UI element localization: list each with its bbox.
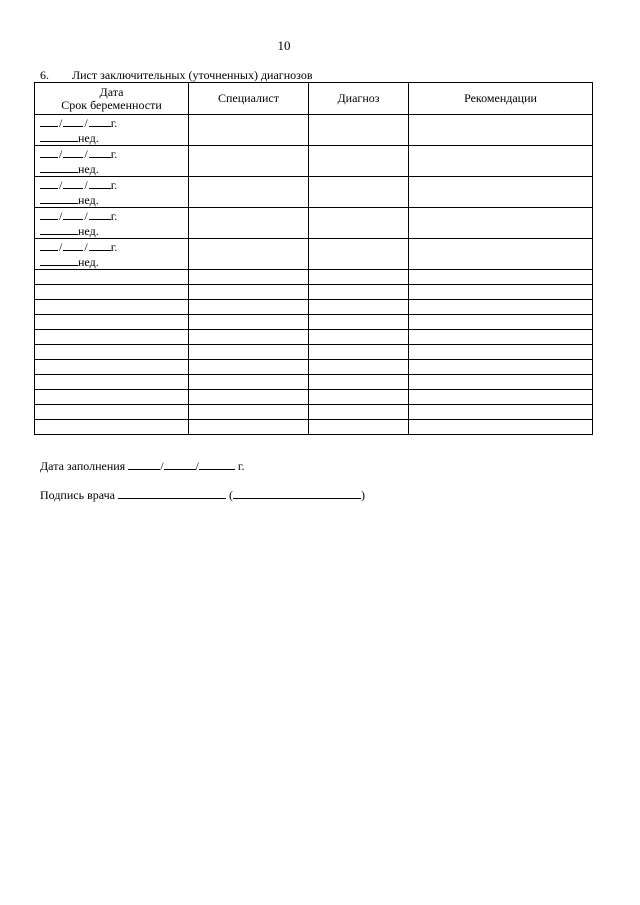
diagnosis-cell[interactable]: [309, 285, 409, 300]
recommendations-cell[interactable]: [409, 330, 593, 345]
signature-name-field[interactable]: [233, 486, 361, 499]
year-field[interactable]: [89, 239, 111, 251]
date-term-cell[interactable]: [35, 390, 189, 405]
date-line: [40, 239, 188, 254]
table-row: [35, 300, 593, 315]
year-field[interactable]: [89, 208, 111, 220]
date-term-cell[interactable]: [35, 315, 189, 330]
date-term-cell[interactable]: [35, 360, 189, 375]
table-row: [35, 208, 593, 239]
page-number: 10: [277, 38, 291, 53]
fill-date-sep-1: /: [160, 459, 164, 473]
date-term-cell[interactable]: [35, 345, 189, 360]
term-line: [40, 254, 188, 268]
table-row: [35, 146, 593, 177]
date-term-cell[interactable]: [35, 270, 189, 285]
specialist-cell[interactable]: [189, 330, 309, 345]
date-term-cell[interactable]: [35, 177, 189, 208]
diagnosis-cell[interactable]: [309, 330, 409, 345]
date-line: [40, 177, 188, 192]
month-field[interactable]: [63, 177, 83, 189]
header-term-label: Срок беременности: [61, 97, 162, 112]
recommendations-cell[interactable]: [409, 315, 593, 330]
date-separator: /: [84, 240, 88, 254]
section-number: 6.: [40, 68, 49, 82]
term-line: [40, 192, 188, 206]
term-line: [40, 161, 188, 175]
specialist-cell[interactable]: [189, 375, 309, 390]
year-field[interactable]: [89, 115, 111, 127]
diagnosis-cell[interactable]: [309, 420, 409, 435]
year-field[interactable]: [89, 146, 111, 158]
section-title-text: Лист заключительных (уточненных) диагнозов: [72, 68, 313, 82]
table-header-row: [35, 83, 593, 115]
fill-date-label: Дата заполнения: [40, 459, 126, 473]
day-field[interactable]: [40, 177, 58, 189]
weeks-suffix: нед.: [78, 255, 99, 269]
weeks-field[interactable]: [40, 192, 78, 204]
header-specialist: Специалист: [189, 83, 309, 115]
diagnosis-cell[interactable]: [309, 405, 409, 420]
month-field[interactable]: [63, 146, 83, 158]
date-separator: /: [84, 178, 88, 192]
specialist-cell[interactable]: [189, 270, 309, 285]
date-term-cell[interactable]: [35, 330, 189, 345]
specialist-cell[interactable]: [189, 405, 309, 420]
date-separator: /: [59, 209, 63, 223]
date-term-cell[interactable]: [35, 405, 189, 420]
recommendations-cell[interactable]: [409, 345, 593, 360]
recommendations-cell[interactable]: [409, 420, 593, 435]
specialist-cell[interactable]: [189, 360, 309, 375]
year-suffix: г.: [110, 240, 118, 254]
year-field[interactable]: [89, 177, 111, 189]
doctor-signature: [40, 486, 365, 503]
date-term-cell[interactable]: [35, 115, 189, 146]
table-row: [35, 270, 593, 285]
day-field[interactable]: [40, 239, 58, 251]
fill-date-year-field[interactable]: [199, 457, 235, 470]
date-term-cell[interactable]: [35, 375, 189, 390]
weeks-suffix: нед.: [78, 224, 99, 238]
diagnosis-cell[interactable]: [309, 270, 409, 285]
recommendations-cell[interactable]: [409, 300, 593, 315]
header-recommendations: Рекомендации: [409, 83, 593, 115]
section-title: [40, 68, 313, 83]
fill-date-suffix: г.: [237, 459, 245, 473]
day-field[interactable]: [40, 208, 58, 220]
signature-open-paren: (: [228, 488, 233, 502]
table-row: [35, 115, 593, 146]
recommendations-cell[interactable]: [409, 360, 593, 375]
specialist-cell[interactable]: [189, 177, 309, 208]
year-suffix: г.: [110, 209, 118, 223]
term-line: [40, 130, 188, 144]
diagnosis-cell[interactable]: [309, 345, 409, 360]
year-suffix: г.: [110, 116, 118, 130]
signature-field[interactable]: [118, 486, 226, 499]
date-line: [40, 208, 188, 223]
year-suffix: г.: [110, 178, 118, 192]
date-separator: /: [59, 240, 63, 254]
date-line: [40, 146, 188, 161]
table-row: [35, 360, 593, 375]
month-field[interactable]: [63, 208, 83, 220]
recommendations-cell[interactable]: [409, 270, 593, 285]
specialist-cell[interactable]: [189, 300, 309, 315]
diagnosis-cell[interactable]: [309, 390, 409, 405]
table-row: [35, 239, 593, 270]
day-field[interactable]: [40, 115, 58, 127]
term-line: [40, 223, 188, 237]
date-separator: /: [59, 116, 63, 130]
recommendations-cell[interactable]: [409, 177, 593, 208]
date-term-cell[interactable]: [35, 420, 189, 435]
diagnosis-cell[interactable]: [309, 239, 409, 270]
signature-close-paren: ): [360, 488, 365, 502]
diagnosis-cell[interactable]: [309, 115, 409, 146]
day-field[interactable]: [40, 146, 58, 158]
table-row: [35, 285, 593, 300]
fill-date-day-field[interactable]: [128, 457, 160, 470]
specialist-cell[interactable]: [189, 115, 309, 146]
specialist-cell[interactable]: [189, 315, 309, 330]
specialist-cell[interactable]: [189, 146, 309, 177]
recommendations-cell[interactable]: [409, 115, 593, 146]
weeks-field[interactable]: [40, 161, 78, 173]
date-separator: /: [84, 147, 88, 161]
diagnosis-cell[interactable]: [309, 177, 409, 208]
table-row: [35, 315, 593, 330]
specialist-cell[interactable]: [189, 345, 309, 360]
table-row: [35, 345, 593, 360]
date-term-cell[interactable]: [35, 239, 189, 270]
diagnosis-cell[interactable]: [309, 375, 409, 390]
diagnosis-cell[interactable]: [309, 315, 409, 330]
date-term-cell[interactable]: [35, 300, 189, 315]
month-field[interactable]: [63, 115, 83, 127]
fill-date: [40, 457, 244, 474]
header-date-label: Дата: [99, 84, 124, 99]
weeks-suffix: нед.: [78, 162, 99, 176]
specialist-cell[interactable]: [189, 208, 309, 239]
recommendations-cell[interactable]: [409, 405, 593, 420]
weeks-suffix: нед.: [78, 193, 99, 207]
date-separator: /: [84, 209, 88, 223]
recommendations-cell[interactable]: [409, 239, 593, 270]
recommendations-cell[interactable]: [409, 208, 593, 239]
diagnosis-cell[interactable]: [309, 146, 409, 177]
weeks-field[interactable]: [40, 223, 78, 235]
table-row: [35, 330, 593, 345]
date-term-cell[interactable]: [35, 208, 189, 239]
fill-date-month-field[interactable]: [164, 457, 196, 470]
diagnosis-cell[interactable]: [309, 360, 409, 375]
weeks-field[interactable]: [40, 254, 78, 266]
date-separator: /: [59, 178, 63, 192]
diagnosis-cell[interactable]: [309, 300, 409, 315]
recommendations-cell[interactable]: [409, 285, 593, 300]
month-field[interactable]: [63, 239, 83, 251]
fill-date-sep-2: /: [195, 459, 199, 473]
date-line: [40, 115, 188, 130]
weeks-suffix: нед.: [78, 131, 99, 145]
table-row: [35, 375, 593, 390]
date-term-cell[interactable]: [35, 146, 189, 177]
specialist-cell[interactable]: [189, 239, 309, 270]
diagnoses-table: [34, 82, 593, 435]
header-diagnosis: Диагноз: [309, 83, 409, 115]
date-separator: /: [59, 147, 63, 161]
specialist-cell[interactable]: [189, 420, 309, 435]
recommendations-cell[interactable]: [409, 146, 593, 177]
table-row: [35, 390, 593, 405]
year-suffix: г.: [110, 147, 118, 161]
table-row: [35, 177, 593, 208]
date-separator: /: [84, 116, 88, 130]
specialist-cell[interactable]: [189, 285, 309, 300]
weeks-field[interactable]: [40, 130, 78, 142]
diagnosis-cell[interactable]: [309, 208, 409, 239]
table-body: [35, 115, 593, 435]
signature-label: Подпись врача: [40, 488, 115, 502]
table-row: [35, 405, 593, 420]
recommendations-cell[interactable]: [409, 390, 593, 405]
specialist-cell[interactable]: [189, 390, 309, 405]
date-term-cell[interactable]: [35, 285, 189, 300]
header-date: [35, 83, 189, 115]
table-row: [35, 420, 593, 435]
recommendations-cell[interactable]: [409, 375, 593, 390]
